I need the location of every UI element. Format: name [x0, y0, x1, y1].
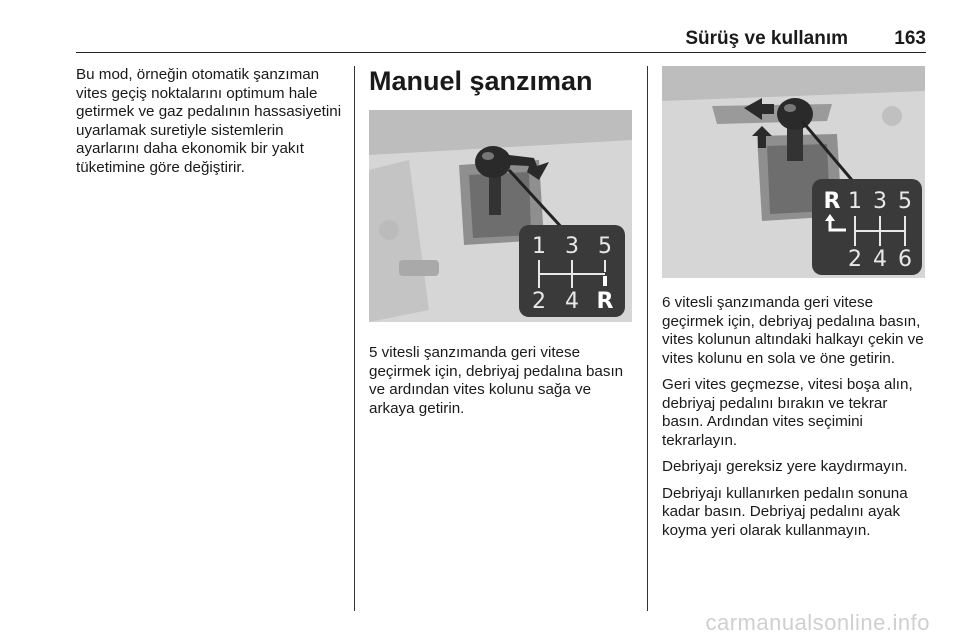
column-1 — [76, 66, 346, 185]
header-title: Sürüş ve kullanım — [685, 28, 848, 49]
column-divider — [354, 66, 355, 611]
paragraph: Debriyajı kullanırken pedalın sonuna kadar basın. Debriyaj pedalını ayak koyma yeri olarak kullanmayın. — [662, 484, 908, 539]
gearshift-illustration — [662, 66, 925, 278]
gear-label: 6 — [898, 247, 912, 272]
gear-label: 1 — [532, 234, 546, 259]
page-header — [76, 28, 926, 53]
gear-label: 5 — [598, 234, 612, 259]
gearshift-illustration — [369, 110, 632, 322]
gear-label: 4 — [565, 289, 579, 314]
caption: 5 vitesli şanzımanda geri vitese geçirmek için, debriyaj pedalına basın ve ardından vites kolunu sağa ve arkaya getirin. — [369, 344, 624, 417]
gear-label: 1 — [848, 189, 862, 214]
page-number: 163 — [894, 28, 926, 49]
gear-label: 2 — [848, 247, 862, 272]
paragraph: Bu mod, örneğin otomatik şanzıman vites geçiş noktalarını optimum hale getirmek ve gaz pedalının hassasiyetini uyarlamak suretiyle sistemlerin ayarlarını daha ekonomik bir yakıt tüketimine göre değiştirir. — [76, 66, 342, 176]
gear-label: 2 — [532, 289, 546, 314]
column-divider — [647, 66, 648, 611]
paragraph: Geri vites geçmezse, vitesi boşa alın, debriyaj pedalını bırakın ve tekrar basın. Ardından vites seçimini tekrarlayın. — [662, 376, 913, 449]
gearshift-6-speed-figure — [662, 66, 925, 278]
paragraph: 6 vitesli şanzımanda geri vitese geçirmek için, debriyaj pedalına basın, vites kolunun altındaki halkayı çekin ve vites kolunu en sola ve öne getirin. — [662, 294, 924, 367]
gear-label: 4 — [873, 247, 887, 272]
gear-label: 3 — [565, 234, 579, 259]
column-3 — [662, 66, 930, 548]
watermark: carmanualsonline.info — [705, 610, 930, 635]
paragraph: Debriyajı gereksiz yere kaydırmayın. — [662, 458, 908, 475]
gear-label: 3 — [873, 189, 887, 214]
gear-label: 5 — [898, 189, 912, 214]
column-2 — [369, 66, 634, 426]
gear-label-reverse: R — [823, 189, 841, 214]
gearshift-5-speed-figure — [369, 110, 632, 322]
gear-label-reverse: R — [596, 289, 614, 314]
section-title: Manuel şanzıman — [369, 66, 593, 96]
